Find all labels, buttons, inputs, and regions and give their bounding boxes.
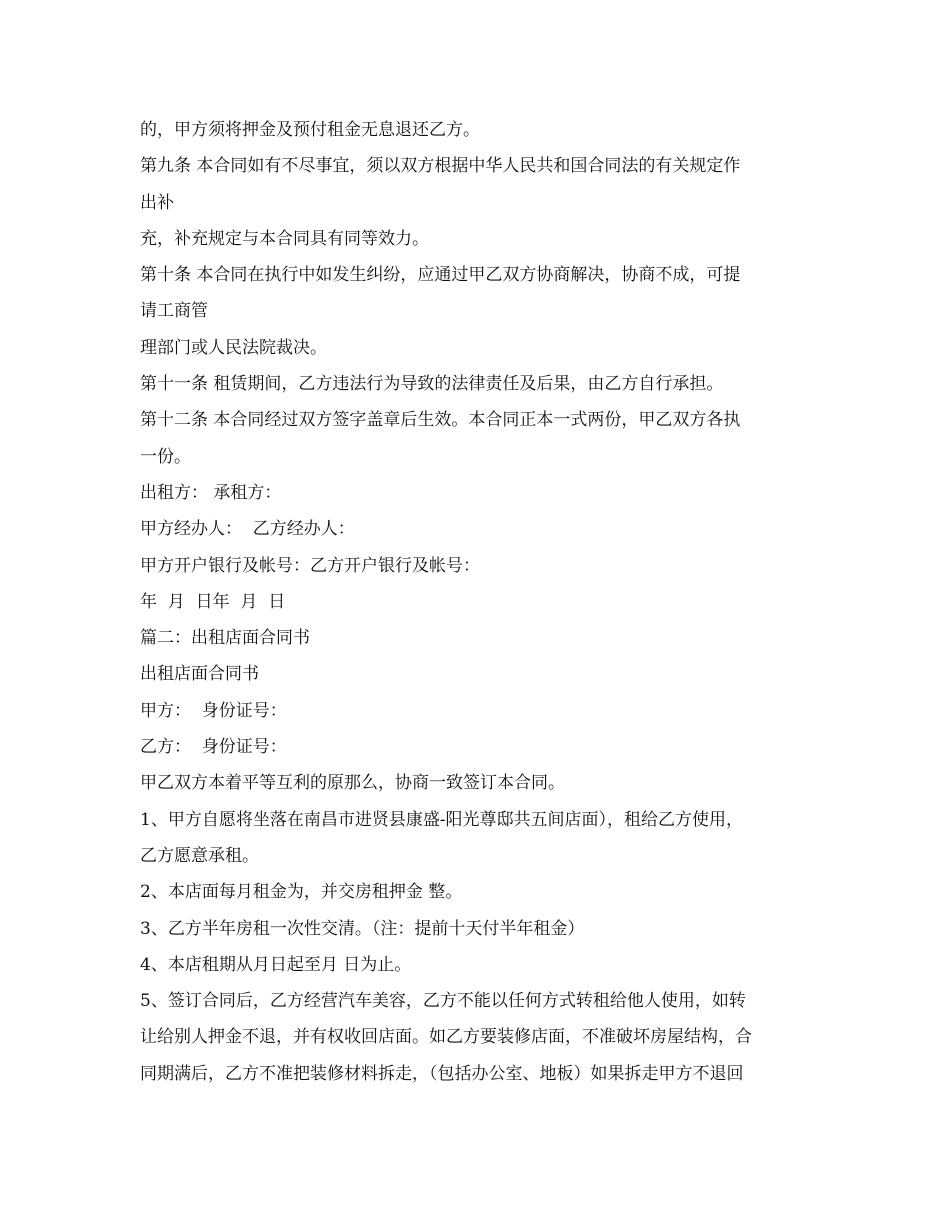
text-line: 第十二条 本合同经过双方签字盖章后生效。本合同正本一式两份，甲乙双方各执	[140, 410, 741, 431]
text-line: 第十一条 租赁期间，乙方违法行为导致的法律责任及后果，由乙方自行承担。	[140, 374, 724, 395]
text-line: 理部门或人民法院裁决。	[140, 337, 327, 358]
text-line: 5、签订合同后，乙方经营汽车美容，乙方不能以任何方式转租给他人使用，如转	[140, 991, 746, 1012]
text-line: 同期满后，乙方不准把装修材料拆走，（包括办公室、地板）如果拆走甲方不退回	[140, 1063, 744, 1084]
section-heading: 篇二：出租店面合同书	[140, 628, 310, 649]
text-line: 一份。	[140, 446, 191, 467]
text-line: 甲方开户银行及帐号：乙方开户银行及帐号：	[140, 555, 480, 576]
text-line: 2、本店面每月租金为，并交房租押金 整。	[140, 882, 463, 903]
text-line: 第九条 本合同如有不尽事宜，须以双方根据中华人民共和国合同法的有关规定作	[140, 156, 741, 177]
text-line: 第十条 本合同在执行中如发生纠纷，应通过甲乙双方协商解决，协商不成，可提	[140, 265, 741, 286]
text-line: 甲乙双方本着平等互利的原那么，协商一致签订本合同。	[140, 773, 565, 794]
text-line: 的，甲方须将押金及预付租金无息退还乙方。	[140, 120, 480, 140]
text-line: 乙方： 身份证号：	[140, 737, 287, 758]
text-line: 让给别人押金不退，并有权收回店面。如乙方要装修店面，不准破坏房屋结构，合	[140, 1027, 752, 1048]
text-line: 4、本店租期从月日起至月 日为止。	[140, 954, 412, 975]
text-line: 甲方： 身份证号：	[140, 700, 287, 721]
text-line: 3、乙方半年房租一次性交清。（注：提前十天付半年租金）	[140, 918, 585, 939]
text-line: 年 月 日年 月 日	[140, 591, 286, 612]
text-line: 出补	[140, 192, 174, 213]
document-body	[140, 112, 810, 1092]
document-title: 出租店面合同书	[140, 664, 259, 685]
text-line: 充，补充规定与本合同具有同等效力。	[140, 228, 429, 249]
text-line: 甲方经办人： 乙方经办人：	[140, 519, 355, 540]
text-line: 请工商管	[140, 301, 208, 322]
text-line: 出租方： 承租方：	[140, 482, 282, 503]
text-line: 1、甲方自愿将坐落在南昌市进贤县康盛-阳光尊邸共五间店面），租给乙方使用，	[140, 809, 744, 830]
text-line: 乙方愿意承租。	[140, 845, 259, 866]
